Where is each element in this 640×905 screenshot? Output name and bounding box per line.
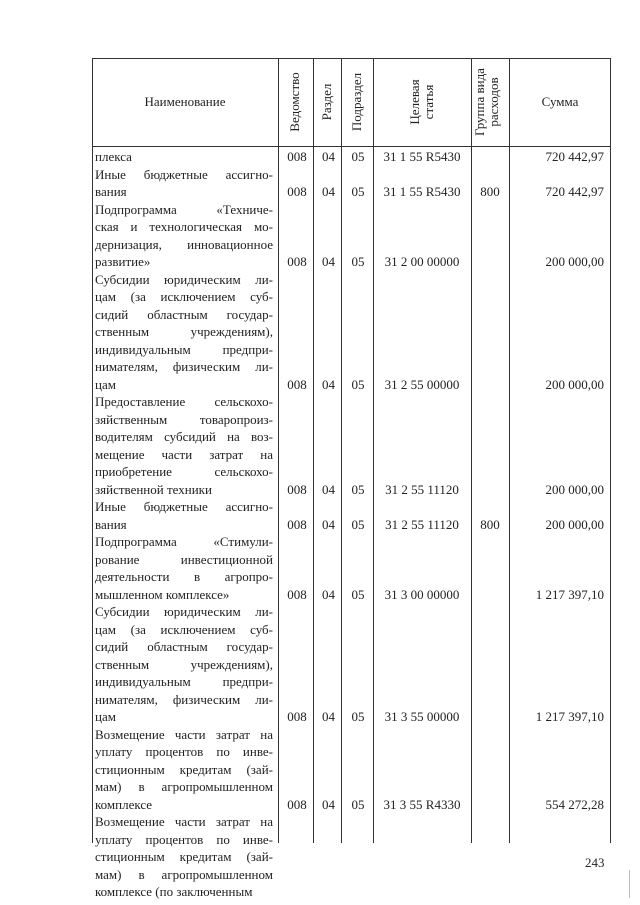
row-podrazdel: 05 [351, 481, 365, 497]
row-summa: 1 217 397,10 [535, 586, 604, 602]
row-name-line: Подпрограмма «Стимули- [95, 534, 273, 549]
row-name-line: индивидуальным предпри- [95, 674, 273, 689]
row-celevaya-statya: 31 1 55 R5430 [383, 184, 461, 199]
row-name-line: мышленном комплексе» [95, 586, 230, 602]
row-name-line: вания [95, 516, 127, 532]
row-name [95, 393, 273, 498]
row-vedomstvo: 008 [287, 586, 307, 602]
row-razdel: 04 [322, 254, 335, 269]
header-vedomstvo: Ведомство [287, 72, 302, 132]
row-name-line: уплату процентов по инве- [95, 744, 273, 759]
row-celevaya-statya: 31 2 55 11120 [385, 516, 459, 532]
table-header-bottom-border [92, 146, 610, 147]
row-razdel: 04 [322, 184, 335, 199]
header-podrazdel: Подраздел [349, 72, 364, 132]
row-vedomstvo: 008 [287, 254, 307, 269]
col-divider-ved [278, 58, 279, 843]
row-summa: 554 272,28 [545, 796, 604, 812]
row-name-line: Возмещение части затрат на [95, 814, 273, 829]
row-summa: 200 000,00 [545, 481, 604, 497]
row-name-line: цам (за исключением суб- [95, 621, 273, 637]
table-left-border [92, 58, 93, 843]
row-name-line: дернизация, инновационное [95, 236, 273, 252]
col-divider-gruppa [471, 58, 472, 843]
header-razdel: Раздел [319, 83, 334, 121]
row-vedomstvo: 008 [287, 376, 307, 392]
row-celevaya-statya: 31 1 55 R5430 [383, 149, 461, 164]
row-name-line: Предоставление сельскохо- [95, 394, 273, 409]
row-razdel: 04 [322, 516, 335, 532]
row-name-line: стиционным кредитам (зай- [95, 849, 273, 864]
row-name [95, 603, 273, 726]
row-podrazdel: 05 [351, 586, 365, 602]
row-name-line: зяйственным товаропроиз- [95, 411, 273, 427]
row-name-line: зяйственной техники [95, 481, 212, 497]
row-gruppa-rashodov: 800 [480, 516, 500, 532]
row-podrazdel: 05 [351, 709, 365, 724]
page-number: 243 [585, 855, 605, 870]
row-name-line: цам [95, 376, 116, 392]
header-celevaya-line1: Целевая [407, 79, 422, 125]
row-name-line: ская и технологическая мо- [95, 219, 273, 234]
row-name-line: Возмещение части затрат на [95, 726, 273, 742]
row-vedomstvo: 008 [287, 709, 307, 724]
row-name-line: Подпрограмма «Техниче- [95, 201, 273, 217]
row-summa: 200 000,00 [545, 376, 604, 392]
row-name-line: индивидуальным предпри- [95, 341, 273, 357]
table-top-border [92, 58, 610, 59]
row-celevaya-statya: 31 3 55 R4330 [383, 796, 461, 812]
row-name-line: нимателям, физическим ли- [95, 691, 273, 707]
row-summa: 720 442,97 [545, 149, 604, 164]
page-edge-mark [629, 870, 630, 898]
header-celevaya-line2: статья [421, 84, 436, 120]
row-name-line: развитие» [95, 254, 151, 269]
row-razdel: 04 [322, 376, 335, 392]
row-name-line: деятельности в агропро- [95, 569, 273, 584]
row-name-line: стиционным кредитам (зай- [95, 761, 273, 777]
row-name-line: Субсидии юридическим ли- [95, 604, 273, 619]
row-podrazdel: 05 [351, 516, 365, 532]
row-summa: 200 000,00 [545, 516, 604, 532]
row-podrazdel: 05 [351, 184, 365, 199]
row-name-line: Иные бюджетные ассигно- [95, 166, 273, 182]
row-name-line: мам) в агропромышленном [95, 866, 273, 882]
row-razdel: 04 [322, 481, 335, 497]
row-name-line: приобретение сельскохо- [95, 464, 273, 479]
row-vedomstvo: 008 [287, 481, 307, 497]
row-celevaya-statya: 31 3 55 00000 [384, 709, 460, 724]
row-name-line: мещение части затрат на [95, 446, 273, 462]
header-gruppa [473, 59, 503, 145]
row-summa: 720 442,97 [545, 184, 604, 199]
header-name: Наименование [144, 94, 226, 109]
row-name [95, 271, 273, 394]
row-name-line: Субсидии юридическим ли- [95, 271, 273, 287]
row-name-line: комплексе [95, 796, 153, 812]
header-summa: Сумма [541, 94, 579, 109]
row-name-line: плекса [95, 149, 132, 164]
row-vedomstvo: 008 [287, 184, 307, 199]
row-name [95, 166, 273, 201]
row-podrazdel: 05 [351, 796, 365, 812]
row-name [95, 148, 273, 166]
row-summa: 1 217 397,10 [535, 709, 604, 724]
row-name-line: цам [95, 709, 116, 724]
row-celevaya-statya: 31 3 00 00000 [384, 586, 460, 602]
row-name-line: ственным учреждениям), [95, 324, 273, 339]
row-name-line: комплексе (по заключенным [95, 884, 253, 899]
header-celevaya [408, 62, 438, 142]
row-gruppa-rashodov: 800 [480, 184, 500, 199]
row-name-line: вания [95, 184, 127, 199]
row-name-line: водителям субсидий на воз- [95, 429, 273, 444]
row-name-line: нимателям, физическим ли- [95, 359, 273, 374]
row-vedomstvo: 008 [287, 149, 307, 164]
row-name-line: сидий областным государ- [95, 639, 273, 654]
row-celevaya-statya: 31 2 00 00000 [384, 254, 460, 269]
header-gruppa-line1: Группа вида [472, 68, 487, 136]
row-name-line: сидий областным государ- [95, 306, 273, 322]
row-name-line: уплату процентов по инве- [95, 831, 273, 847]
row-name-line: Иные бюджетные ассигно- [95, 499, 273, 514]
row-name-line: ственным учреждениям), [95, 656, 273, 672]
row-vedomstvo: 008 [287, 516, 307, 532]
row-name-line: рование инвестиционной [95, 551, 273, 567]
row-summa: 200 000,00 [545, 254, 604, 269]
header-gruppa-line2: расходов [486, 77, 501, 127]
row-name [95, 201, 273, 271]
row-podrazdel: 05 [351, 376, 365, 392]
row-name-line: мам) в агропромышленном [95, 779, 273, 794]
row-name-line: цам (за исключением суб- [95, 289, 273, 304]
row-name [95, 726, 273, 814]
row-podrazdel: 05 [351, 149, 365, 164]
row-razdel: 04 [322, 586, 335, 602]
row-name [95, 533, 273, 603]
row-name [95, 498, 273, 533]
row-razdel: 04 [322, 709, 335, 724]
row-celevaya-statya: 31 2 55 00000 [384, 376, 460, 392]
row-celevaya-statya: 31 2 55 11120 [385, 481, 459, 497]
row-razdel: 04 [322, 149, 335, 164]
table-right-border [610, 58, 611, 843]
row-razdel: 04 [322, 796, 335, 812]
row-name [95, 813, 273, 901]
row-vedomstvo: 008 [287, 796, 307, 812]
row-podrazdel: 05 [351, 254, 365, 269]
